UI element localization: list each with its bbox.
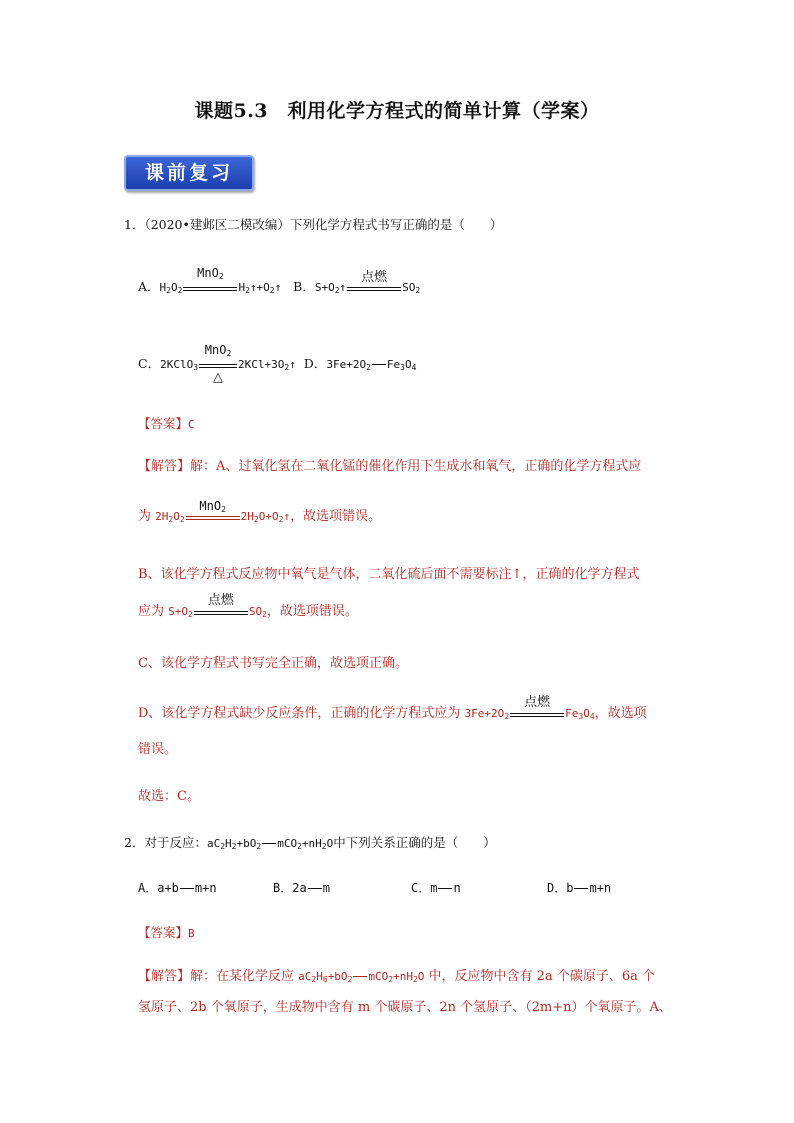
page-title: 课题5.3 利用化学方程式的简单计算（学案）	[194, 100, 600, 122]
q2-option-d: D．b m+n	[547, 881, 612, 895]
q2-analysis-label: 【解答】	[138, 969, 191, 984]
q1-answer-value: C	[188, 418, 195, 431]
q2-option-c: C．m n	[411, 881, 461, 895]
q2-expl-2: 氢原子、2b 个氧原子，生成物中含有 m 个碳原子、2n 个氢原子、（2m+n）个氧原子。A、	[138, 1000, 672, 1015]
q1-expl-a-1: 【解答】解：A、过氧化氢在二氧化锰的催化作用下生成水和氧气，正确的化学方程式应	[138, 459, 642, 474]
q2-answer-value: B	[188, 927, 195, 940]
q1-expl-c: C、该化学方程式书写完全正确，故选项正确。	[138, 656, 408, 671]
q1-options-ab: A．$H_2O_2$ MnO$_2$ $H_2↑+O_2↑$ B．$S+O_2↑$ 点燃 $SO_2$	[138, 265, 421, 295]
heat-condition: △	[213, 369, 224, 385]
q1-expl-b-2: 应为 $S+O_2$ 点燃 $SO_2$，故选项错误。	[138, 592, 358, 619]
q1-answer: 【答案】C	[138, 416, 195, 431]
q1-analysis-label: 【解答】	[138, 459, 191, 474]
q2-stem: 2．对于反应：$aC_2H_2+bO_2$ $mCO_2+nH_2O$中下列关系正确的是（ ）	[124, 835, 496, 851]
q1-choice: 故选：C。	[138, 789, 200, 804]
section-badge: 课前复习	[124, 155, 254, 191]
q1-options-cd: C．2KClO$_3$ MnO$_2$ △ $2KCl+3O_2↑$ D．$3Fe+2O_2$ $Fe_3O_4$	[138, 342, 417, 385]
q1-option-d-label: D．	[303, 356, 327, 371]
q2-answer: 【答案】B	[138, 925, 195, 940]
q1-option-a-label: A．	[138, 279, 160, 294]
q1-expl-b-1: B、该化学方程式反应物中氧气是气体，二氧化硫后面不需要标注↑，正确的化学方程式	[138, 567, 640, 582]
q1-expl-d-1: D、该化学方程式缺少反应条件，正确的化学方程式应为 $3Fe+2O_2$ 点燃 $Fe_3O_4$，故选项	[138, 694, 647, 721]
q1-option-b-label: B．	[293, 279, 315, 294]
q1-option-c-label: C．	[138, 356, 161, 371]
q1-expl-a-2: 为 $2H_2O_2$ MnO$_2$ $2H_2O+O_2↑$，故选项错误。	[138, 498, 382, 524]
q1-expl-d-2: 错误。	[138, 742, 178, 757]
mno2-condition: MnO	[197, 265, 219, 280]
q2-option-b: B．2a m	[273, 881, 330, 895]
q2-option-a: A．a+b m+n	[138, 881, 217, 895]
q2-expl-1: 【解答】解：在某化学反应 $aC_2H_6+bO_2$ $mCO_2+nH_2O$ 中，反应物中含有 2a 个碳原子、6a 个	[138, 969, 655, 984]
q1-stem: 1．（2020•建邺区二模改编）下列化学方程式书写正确的是（ ）	[124, 217, 503, 232]
ignite-condition: 点燃	[361, 269, 388, 285]
